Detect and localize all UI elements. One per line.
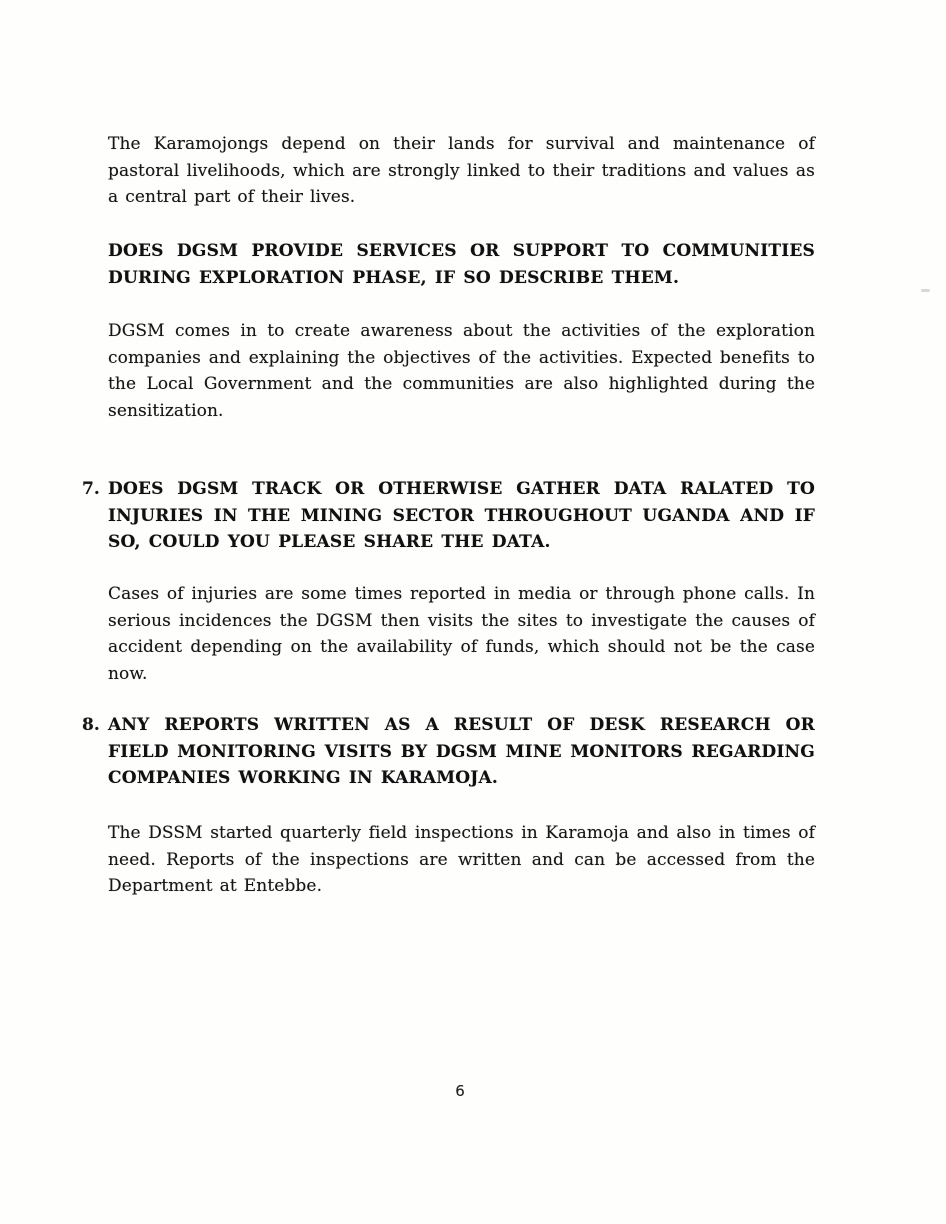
question-item-8 [82, 712, 815, 792]
paragraph-dgsm-awareness: DGSM comes in to create awareness about the activities of the exploration companies and explaining the objectives of the activities. Expected benefits to the Local Government and the communities are also highlighted during the sensitization. [108, 321, 815, 421]
paragraph-karamojong-lands: The Karamojongs depend on their lands for survival and maintenance of pastoral livelihoods, which are strongly linked to their traditions and values as a central part of their lives. [108, 134, 815, 207]
question-8-heading: ANY REPORTS WRITTEN AS A RESULT OF DESK RESEARCH OR FIELD MONITORING VISITS BY DGSM MINE MONITORS REGARDING COMPANIES WORKING IN KARAMOJA. [108, 715, 815, 788]
paragraph-field-inspections: The DSSM started quarterly field inspections in Karamoja and also in times of need. Reports of the inspections are written and can be accessed from the Department at Entebbe. [108, 823, 815, 896]
scan-artifact [921, 289, 930, 292]
question-7-heading: DOES DGSM TRACK OR OTHERWISE GATHER DATA RALATED TO INJURIES IN THE MINING SECTOR THROUGHOUT UGANDA AND IF SO, COULD YOU PLEASE SHARE THE DATA. [108, 479, 815, 552]
question-8-number: 8. [82, 715, 100, 735]
question-item-7 [82, 476, 815, 556]
heading-dgsm-services-question: DOES DGSM PROVIDE SERVICES OR SUPPORT TO COMMUNITIES DURING EXPLORATION PHASE, IF SO DESCRIBE THEM. [108, 241, 815, 288]
paragraph-injury-cases: Cases of injuries are some times reported in media or through phone calls. In serious incidences the DGSM then visits the sites to investigate the causes of accident depending on the availability of funds, which should not be the case now. [108, 584, 815, 684]
question-7-number: 7. [82, 479, 100, 499]
page-number: 6 [455, 1082, 465, 1100]
